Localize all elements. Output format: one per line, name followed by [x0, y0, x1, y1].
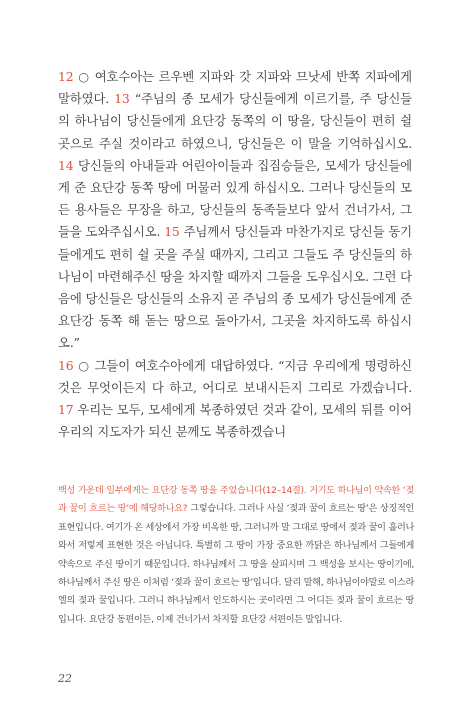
paragraph-mark: ○ [78, 69, 90, 84]
verse-16-text: 그들이 여호수아에게 대답하였다. “지금 우리에게 명령하신 것은 무엇이든지 다 하고, 어디로 보내시든지 그리로 가겠습니다. [58, 357, 412, 395]
verse-14-text: 당신들의 아내들과 어린아이들과 집짐승들은, 모세가 당신들에게 준 요단강 동쪽 땅에 머물러 있게 하십시오. 그러나 당신들의 모든 용사들은 무장을 하고, 당신들의 동족들보다 앞서 건너가서, 그들을 도와주십시오. [58, 157, 412, 240]
commentary-note [58, 482, 414, 629]
verse-number-12: 12 [58, 69, 74, 84]
verse-number-14: 14 [58, 157, 74, 173]
verse-number-15: 15 [164, 224, 180, 240]
note-answer: 그렇습니다. 그러나 사실 ‘젖과 꿀이 흐르는 땅’은 상징적인 표현입니다. 여기가 온 세상에서 가장 비옥한 땅, 그러니까 말 그대로 땅에서 젖과 꿀이 흘러나와서 저렇게 표현한 것은 아닙니다. 특별히 그 땅이 가장 중요한 까닭은 하나님께서 그들에게 약속으로 주신 땅이기 때문입니다. 하나님께서 그 땅을 살피시며 그 백성을 보시는 땅이기에, 하나님께서 주신 땅은 이처럼 ‘젖과 꿀이 흐르는 땅’입니다. 달리 말해, 하나님이야말로 이스라엘의 젖과 꿀입니다. 그러니 하나님께서 인도하시는 곳이라면 그 어디든 젖과 꿀이 흐르는 땅입니다. 요단강 동편이든, 이제 건너가서 차지할 요단강 서편이든 말입니다. [58, 504, 414, 625]
verse-number-17: 17 [58, 402, 74, 418]
scripture-text [58, 66, 412, 443]
paragraph-mark: ○ [78, 357, 90, 373]
verse-17-text: 우리는 모두, 모세에게 복종하였던 것과 같이, 모세의 뒤를 이어 우리의 지도자가 되신 분께도 복종하겠습니 [58, 402, 412, 440]
page-number: 22 [58, 672, 72, 685]
verse-12-text: 여호수아는 르우벤 지파와 갓 지파와 므낫세 반쪽 지파에게 말하였다. [58, 69, 412, 107]
verse-15-text: 주님께서 당신들과 마찬가지로 당신들 동기들에게도 편히 쉴 곳을 주실 때까지, 그리고 그들도 주 당신들의 하나님이 마련해주신 땅을 차지할 때까지 그들을 도우십시오. 그런 다음에 당신들은 당신들의 소유지 곧 주님의 종 모세가 당신들에게 준 요단강 동쪽 해 돋는 땅으로 돌아가서, 그곳을 차지하도록 하십시오.” [58, 224, 412, 351]
verse-number-16: 16 [58, 357, 74, 373]
verse-number-13: 13 [114, 91, 130, 107]
paragraph-verses-16-17 [58, 355, 412, 444]
verse-13-text: “주님의 종 모세가 당신들에게 이르기를, 주 당신들의 하나님이 당신들에게 요단강 동쪽의 이 땅을, 당신들이 편히 쉴 곳으로 주실 것이라고 하였으니, 당신들은 이 말을 기억하십시오. [58, 91, 412, 151]
paragraph-verses-12-15 [58, 66, 412, 355]
note-question: 백성 가운데 일부에게는 요단강 동쪽 땅을 주었습니다(12–14절). 거기도 하나님이 약속한 ‘젖과 꿀이 흐르는 땅’에 해당하나요? [58, 486, 414, 515]
